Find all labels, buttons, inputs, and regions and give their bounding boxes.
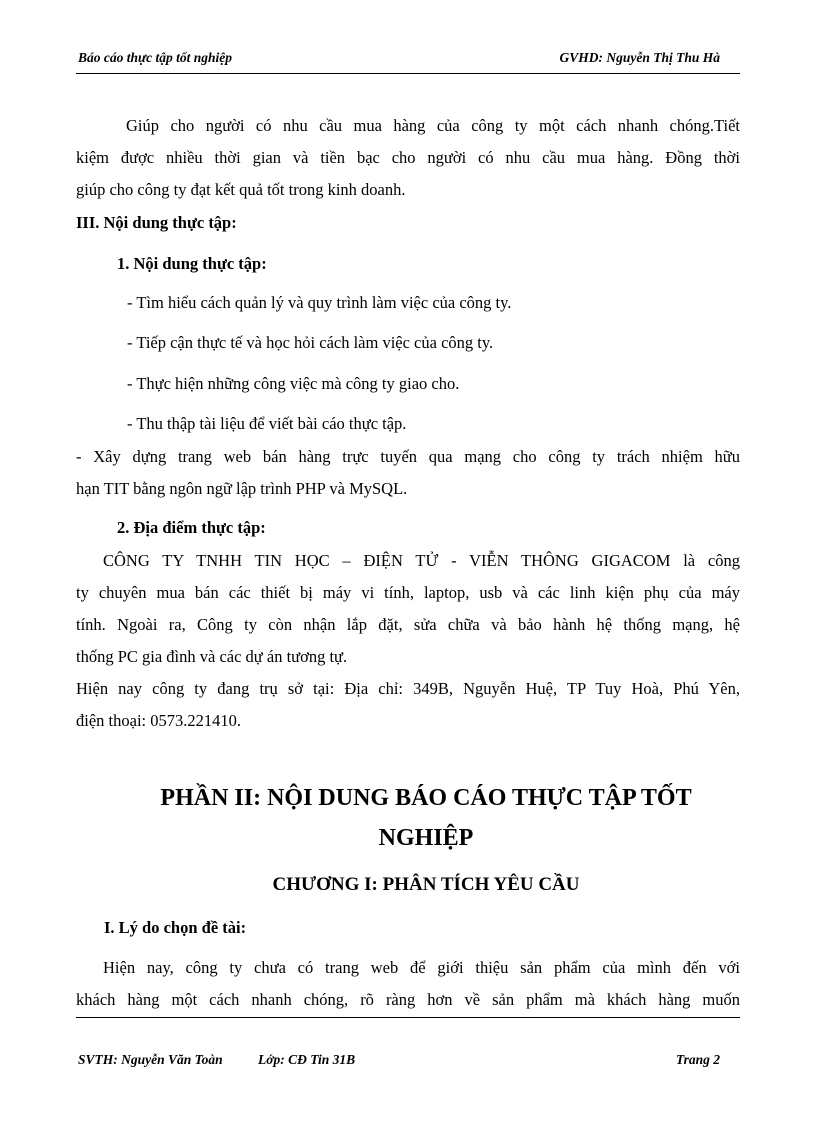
paragraph-line: ty chuyên mua bán các thiết bị máy vi tính, laptop, usb và các linh kiện phụ của máy (76, 583, 740, 602)
header-divider (76, 73, 740, 74)
part-title: NGHIỆP (378, 825, 474, 851)
paragraph-line: giúp cho công ty đạt kết quả tốt trong kinh doanh. (76, 180, 406, 199)
address-line: điện thoại: 0573.221410. (76, 711, 241, 730)
chapter-title: CHƯƠNG I: PHÂN TÍCH YÊU CẦU (272, 874, 580, 895)
paragraph-line: CÔNG TY TNHH TIN HỌC – ĐIỆN TỬ - VIỄN THÔNG GIGACOM là công (103, 551, 740, 570)
task-item-web: hạn TIT bằng ngôn ngữ lập trình PHP và MySQL. (76, 479, 408, 498)
footer-page-number: Trang 2 (675, 1052, 720, 1067)
task-item: - Tiếp cận thực tế và học hỏi cách làm việc của công ty. (127, 333, 494, 352)
footer-class: Lớp: CĐ Tin 31B (258, 1052, 356, 1067)
paragraph-line: Hiện nay, công ty chưa có trang web để giới thiệu sản phẩm của mình đến với (103, 958, 740, 977)
paragraph-line: khách hàng một cách nhanh chóng, rõ ràng hơn về sản phẩm mà khách hàng muốn (76, 990, 740, 1009)
task-item: - Thực hiện những công việc mà công ty giao cho. (127, 374, 460, 393)
header-supervisor: GVHD: Nguyễn Thị Thu Hà (559, 50, 720, 65)
section-heading: III. Nội dung thực tập: (76, 213, 237, 232)
subsection-heading: 1. Nội dung thực tập: (117, 254, 267, 273)
section-heading: I. Lý do chọn đề tài: (104, 918, 247, 937)
task-item: - Tìm hiểu cách quản lý và quy trình làm việc của công ty. (127, 293, 512, 312)
task-item: - Thu thập tài liệu để viết bài cáo thực tập. (127, 414, 407, 433)
part-title: PHẦN II: NỘI DUNG BÁO CÁO THỰC TẬP TỐT (160, 785, 692, 811)
subsection-heading: 2. Địa điểm thực tập: (117, 518, 266, 537)
paragraph-line: kiệm được nhiều thời gian và tiền bạc cho người có nhu cầu mua hàng. Đồng thời (76, 148, 740, 167)
paragraph-line: thống PC gia đình và các dự án tương tự. (76, 647, 348, 666)
address-line: Hiện nay công ty đang trụ sở tại: Địa chỉ: 349B, Nguyễn Huệ, TP Tuy Hoà, Phú Yên, (76, 679, 740, 698)
footer-divider (76, 1017, 740, 1018)
paragraph-line: Giúp cho người có nhu cầu mua hàng của công ty một cách nhanh chóng.Tiết (126, 116, 740, 135)
footer-student: SVTH: Nguyễn Văn Toàn (78, 1052, 223, 1067)
header-report-title: Báo cáo thực tập tốt nghiệp (78, 50, 232, 65)
paragraph-line: tính. Ngoài ra, Công ty còn nhận lắp đặt, sửa chữa và bảo hành hệ thống mạng, hệ (76, 615, 740, 634)
task-item-web: - Xây dựng trang web bán hàng trực tuyến qua mạng cho công ty trách nhiệm hữu (76, 447, 740, 466)
